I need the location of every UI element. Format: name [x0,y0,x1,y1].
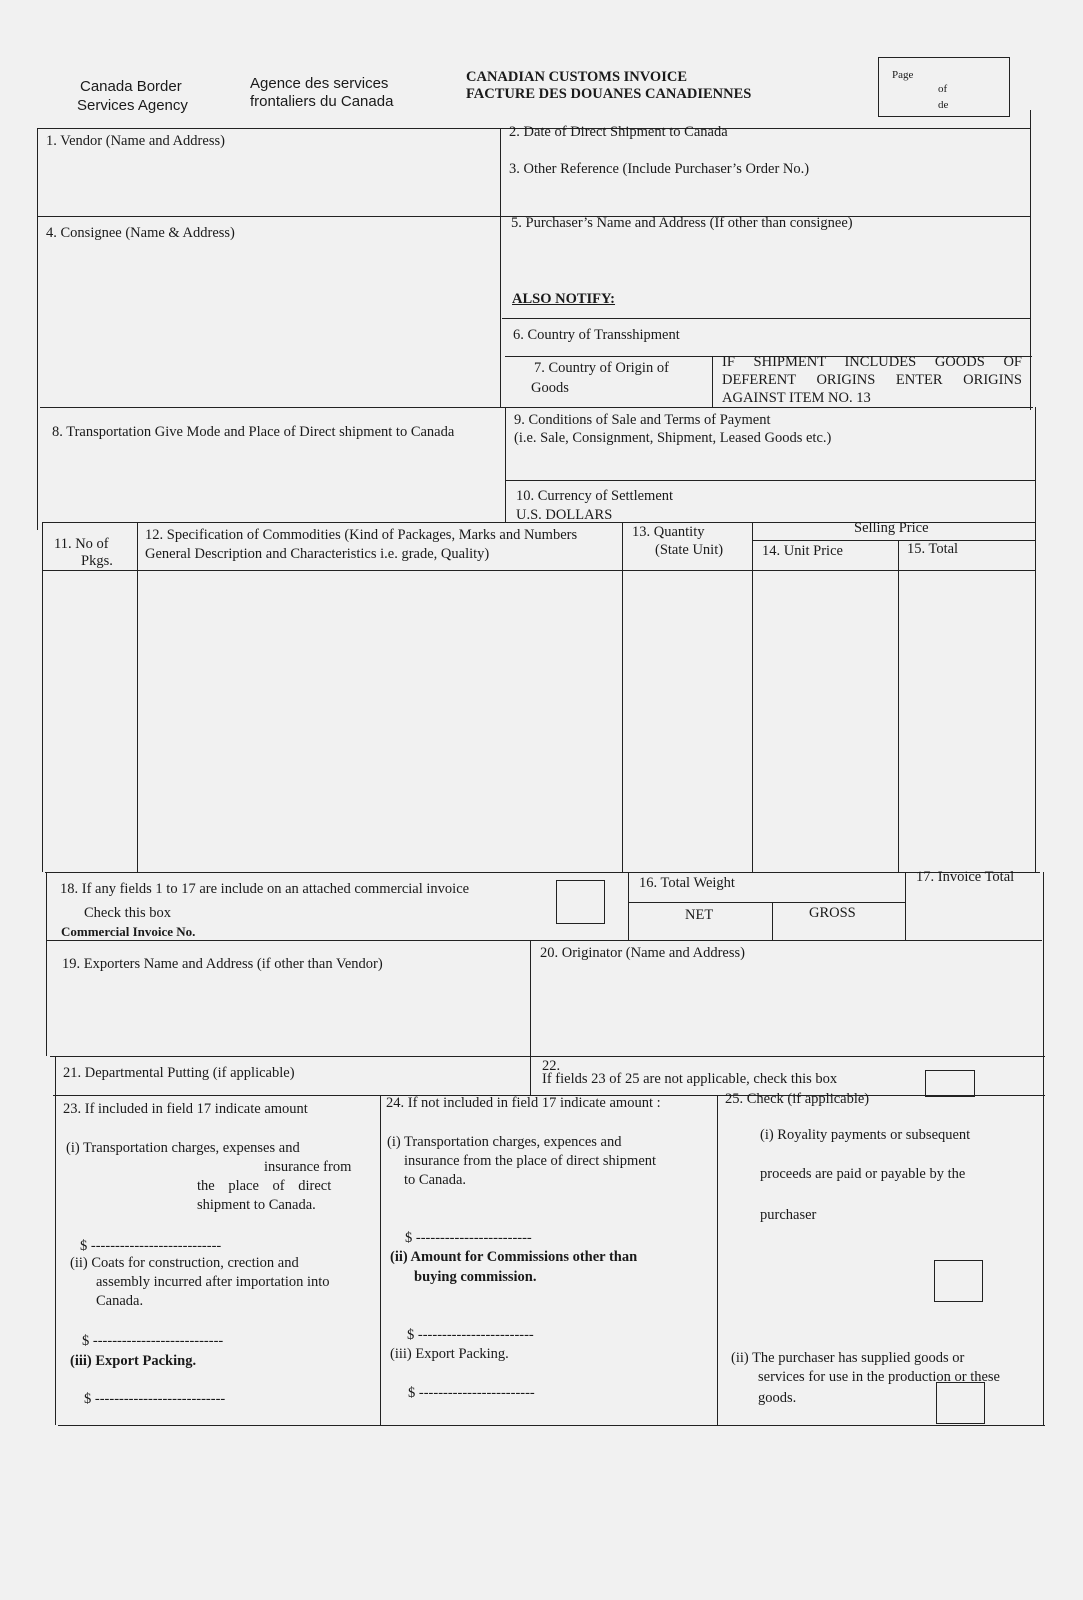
field-18-check-text: Check this box [84,905,171,921]
rule [1030,110,1031,410]
f24-ii-amount[interactable]: $ ------------------------ [407,1327,534,1343]
rule [42,570,1035,571]
rule [502,318,1030,319]
f25-i-line2: proceeds are paid or payable by the [760,1166,966,1182]
rule [622,522,623,872]
f23-ii-line2: assembly incurred after importation into [96,1274,330,1290]
origin-note-line1: IF SHIPMENT INCLUDES GOODS OF [722,354,1022,370]
f23-i-line4: shipment to Canada. [197,1197,316,1213]
rule [58,1425,1045,1426]
field-11-label: 11. No of [54,536,109,552]
f23-i-line1: (i) Transportation charges, expenses and [66,1140,300,1156]
rule [46,872,47,1056]
f24-iii-label: (iii) Export Packing. [390,1346,509,1362]
rule [380,1095,381,1425]
rule [530,940,531,1095]
de-label: de [938,99,949,111]
field-13-label-cont: (State Unit) [655,542,724,558]
field-25-label: 25. Check (if applicable) [725,1091,870,1107]
rule [628,872,629,940]
field-9-label-cont: (i.e. Sale, Consignment, Shipment, Leased Goods etc.) [514,430,832,446]
agency-fr-line2: frontaliers du Canada [250,93,394,110]
field-21-label: 21. Departmental Putting (if applicable) [63,1065,295,1081]
gross-weight-label: GROSS [809,905,856,921]
rule [42,522,43,872]
page-label: Page [892,69,914,81]
origin-note-line2: DEFERENT ORIGINS ENTER ORIGINS [722,372,1022,388]
rule [137,522,138,872]
also-notify-label: ALSO NOTIFY: [512,291,616,307]
commercial-invoice-no-label: Commercial Invoice No. [61,924,196,939]
field-12-label-cont: General Description and Characteristics i.e. grade, Quality) [145,546,490,562]
currency-value[interactable]: U.S. DOLLARS [516,507,613,523]
rule [752,522,753,872]
f23-i-amount[interactable]: $ --------------------------- [80,1238,222,1254]
rule [47,940,1042,941]
rule [55,1056,56,1425]
field-9-label: 9. Conditions of Sale and Terms of Payment [514,412,771,428]
field-22-text: If fields 23 of 25 are not applicable, check this box [542,1071,838,1087]
title-fr: FACTURE DES DOUANES CANADIENNES [466,86,752,102]
field-1-label: 1. Vendor (Name and Address) [46,133,225,149]
field-5-label: 5. Purchaser’s Name and Address (If other than consignee) [511,215,853,231]
f25-ii-line1: (ii) The purchaser has supplied goods or [731,1350,965,1366]
field-7-label-cont: Goods [531,380,569,396]
rule [500,128,501,407]
f25-ii-checkbox[interactable] [936,1382,985,1424]
f23-i-line3: the place of direct [197,1178,332,1194]
f23-ii-amount[interactable]: $ --------------------------- [82,1333,224,1349]
field-13-label: 13. Quantity [632,524,705,540]
f25-i-checkbox[interactable] [934,1260,983,1302]
field-16-label: 16. Total Weight [639,875,735,891]
f24-ii-line2: buying commission. [414,1269,537,1285]
origin-note-line3: AGAINST ITEM NO. 13 [722,390,871,406]
f25-ii-line2: services for use in the production or these [758,1369,1000,1385]
rule [505,480,1035,481]
f25-i-line3: purchaser [760,1207,817,1223]
field-23-label: 23. If included in field 17 indicate amount [63,1101,308,1117]
field-2-label: 2. Date of Direct Shipment to Canada [509,124,728,140]
field-8-label: 8. Transportation Give Mode and Place of Direct shipment to Canada [52,424,455,440]
rule [505,407,506,522]
rule [717,1095,718,1425]
f23-iii-label: (iii) Export Packing. [70,1353,197,1369]
net-weight-label: NET [685,907,714,923]
rule [45,872,1040,873]
f23-i-line2: insurance from [264,1159,352,1175]
rule [752,540,1035,541]
field-22-checkbox[interactable] [925,1070,975,1097]
agency-en-line2: Services Agency [77,97,188,114]
rule [712,356,713,407]
of-label: of [938,83,948,95]
agency-fr-line1: Agence des services [250,75,389,92]
rule [40,407,1033,408]
f24-i-line3: to Canada. [404,1172,467,1188]
field-12-label: 12. Specification of Commodities (Kind of Packages, Marks and Numbers [145,527,578,543]
field-20-label: 20. Originator (Name and Address) [540,945,745,961]
field-22-label: 22. [542,1058,561,1074]
field-18-label: 18. If any fields 1 to 17 are include on an attached commercial invoice [60,881,470,897]
rule [898,540,899,872]
field-7-label: 7. Country of Origin of [534,360,669,376]
rule [37,128,38,530]
f24-i-line1: (i) Transportation charges, expences and [387,1134,622,1150]
f23-iii-amount[interactable]: $ --------------------------- [84,1391,226,1407]
f23-ii-line1: (ii) Coats for construction, crection and [70,1255,299,1271]
f24-i-line2: insurance from the place of direct shipment [404,1153,657,1169]
field-18-checkbox[interactable] [556,880,605,924]
rule [1043,872,1044,1425]
field-10-label: 10. Currency of Settlement [516,488,674,504]
field-11-label-cont: Pkgs. [81,553,113,569]
f24-iii-amount[interactable]: $ ------------------------ [408,1385,535,1401]
f25-ii-line3: goods. [758,1390,797,1406]
rule [628,902,905,903]
field-15-label: 15. Total [907,541,959,557]
field-19-label: 19. Exporters Name and Address (if other than Vendor) [62,956,383,972]
f24-i-amount[interactable]: $ ------------------------ [405,1230,532,1246]
field-6-label: 6. Country of Transshipment [513,327,680,343]
rule [905,872,906,940]
field-3-label: 3. Other Reference (Include Purchaser’s Order No.) [509,161,810,177]
title-en: CANADIAN CUSTOMS INVOICE [466,69,687,85]
selling-price-label: Selling Price [854,520,929,536]
field-24-label: 24. If not included in field 17 indicate amount : [386,1095,661,1111]
field-14-label: 14. Unit Price [762,543,843,559]
f23-ii-line3: Canada. [96,1293,144,1309]
f25-i-line1: (i) Royality payments or subsequent [760,1127,971,1143]
field-17-label: 17. Invoice Total [916,869,1015,885]
rule [772,902,773,940]
f24-ii-line1: (ii) Amount for Commissions other than [390,1249,638,1265]
field-4-label: 4. Consignee (Name & Address) [46,225,235,241]
rule [1035,407,1036,872]
agency-en-line1: Canada Border [80,78,182,95]
